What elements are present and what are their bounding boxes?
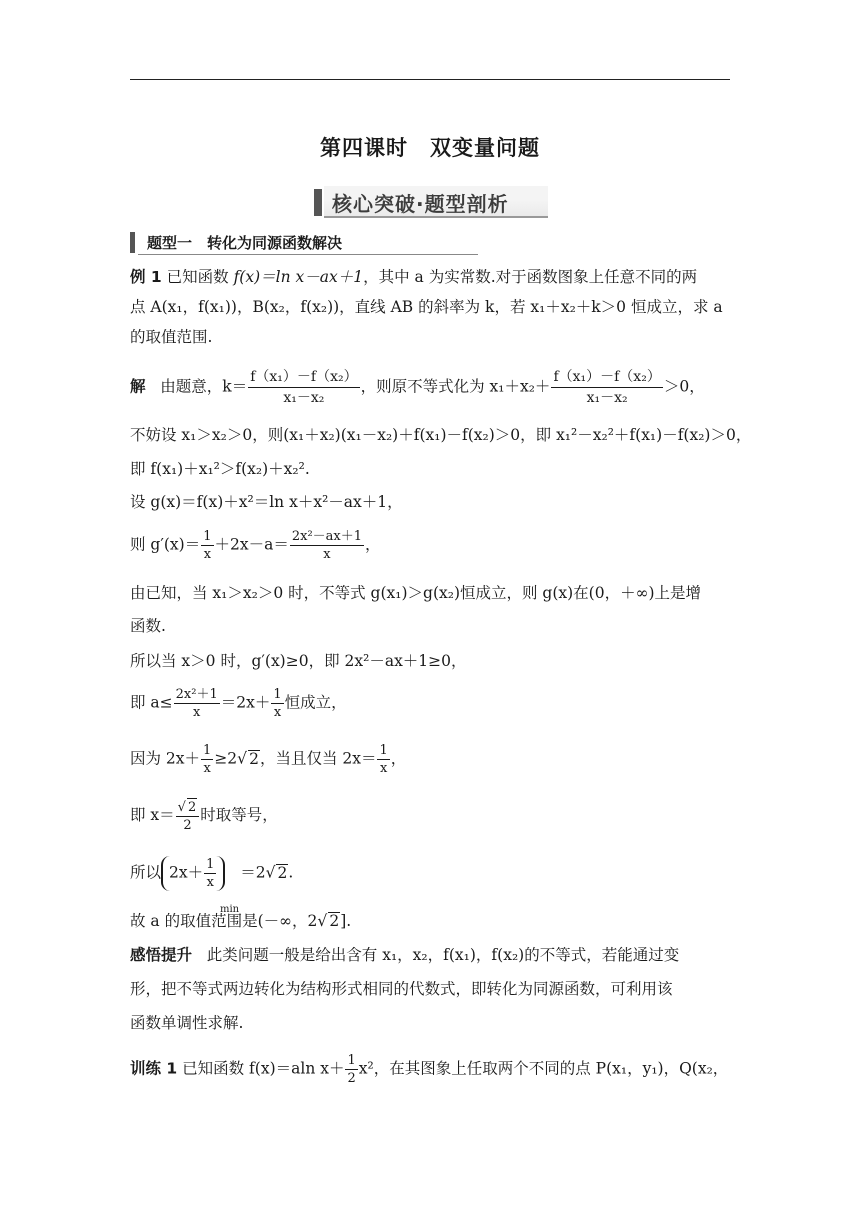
solution-label: 解 <box>130 377 146 396</box>
solution-line-11: 即 x＝ $\frac{√ 2}{2}$ 时取等号， <box>130 800 278 833</box>
banner-text: 核心突破·题型剖析 <box>332 192 509 216</box>
example-1-line-2: 点 A(x₁，f(x₁))，B(x₂，f(x₂))，直线 AB 的斜率为 k，若 x₁＋x₂＋k＞0 恒成立，求 a <box>130 298 723 316</box>
half-fraction: $\frac{1}{2}$ <box>347 1053 356 1086</box>
solution-line-10: 因为 2x＋ $\frac{1}{x}$ ≥2√ 2，当且仅当 2x＝ $\frac{1}{x}$ ， <box>130 743 407 776</box>
derivative-fraction: $\frac{\text{2x²－ax＋1}}{x}$ <box>291 529 363 562</box>
sqrt-2: 2 <box>249 749 259 768</box>
fraction-1-over-x: $\frac{1}{x}$ <box>203 529 212 562</box>
insight-line-2: 形，把不等式两边转化为结构形式相同的代数式，即转化为同源函数，可利用该 <box>130 980 673 998</box>
example-1-line-1: 例 1 已知函数 f(x)＝ln x－ax＋1，其中 a 为实常数.对于函数图象上任意不同的两 <box>130 268 698 286</box>
solution-line-7: 函数. <box>130 617 166 635</box>
header-rule <box>130 79 730 80</box>
solution-line-9: 即 a≤ $\frac{\text{2x²＋1}}{x}$ ＝2x＋ $\frac{1}{x}$ 恒成立， <box>130 687 347 720</box>
example-1-line-3: 的取值范围. <box>130 328 213 346</box>
solution-line-3: 即 f(x₁)＋x₁²＞f(x₂)＋x₂². <box>130 460 310 478</box>
solution-line-4: 设 g(x)＝f(x)＋x²＝ln x＋x²－ax＋1， <box>130 493 403 511</box>
slope-fraction-2: $\frac{\text{f（x₁）－f（x₂）}}{\text{x₁－x₂}}$ <box>553 369 661 406</box>
heading-bar <box>130 232 135 253</box>
banner-bar <box>314 189 322 216</box>
solution-line-12: 所以 2x＋ $\frac{1}{x}$ ＝2√ 2. <box>130 857 294 890</box>
solution-line-2: 不妨设 x₁＞x₂＞0，则(x₁＋x₂)(x₁－x₂)＋f(x₁)－f(x₂)＞0，即 x₁²－x₂²＋f(x₁)－f(x₂)＞0， <box>130 426 752 444</box>
insight-line-3: 函数单调性求解. <box>130 1014 244 1032</box>
example-label: 例 1 <box>130 268 162 286</box>
solution-line-5: 则 g′(x)＝ $\frac{1}{x}$ ＋2x－a＝ $\frac{\text{2x²－ax＋1}}{x}$ ， <box>130 529 381 562</box>
solution-line-13: 故 a 的取值范围是(－∞，2√ 2]. <box>130 912 352 930</box>
section-banner <box>314 186 548 218</box>
sqrt2-over-2: $\frac{√ 2}{2}$ <box>176 798 200 834</box>
bound-fraction: $\frac{\text{2x²＋1}}{x}$ <box>175 687 218 720</box>
insight-line-1: 感悟提升 此类问题一般是给出含有 x₁，x₂，f(x₁)，f(x₂)的不等式，若能通过变 <box>130 946 680 964</box>
training-line-1: 训练 1 已知函数 f(x)＝aln x＋ $\frac{1}{2}$ x²，在其图象上任取两个不同的点 P(x₁，y₁)，Q(x₂， <box>130 1053 729 1086</box>
min-subscript: min <box>220 904 240 915</box>
min-bracket: 2x＋ $\frac{1}{x}$ <box>161 856 225 891</box>
sqrt-2: 2 <box>277 863 288 882</box>
slope-fraction: $\frac{\text{f（x₁）－f（x₂）}}{\text{x₁－x₂}}$ <box>250 369 358 406</box>
solution-line-8: 所以当 x＞0 时，g′(x)≥0，即 2x²－ax＋1≥0， <box>130 652 467 670</box>
page-title: 第四课时 双变量问题 <box>320 136 540 160</box>
training-label: 训练 1 <box>130 1059 178 1078</box>
insight-label: 感悟提升 <box>130 946 193 964</box>
topic-heading-text: 题型一 转化为同源函数解决 <box>147 234 343 252</box>
topic-heading <box>130 230 478 255</box>
solution-line-6: 由已知，当 x₁＞x₂＞0 时，不等式 g(x₁)＞g(x₂)恒成立，则 g(x)在(0，＋∞)上是增 <box>130 584 702 602</box>
solution-line-1: 解 由题意，k＝ $\frac{\text{f（x₁）－f（x₂）}}{\text{x₁－x₂}}$ ，则原不等式化为 x₁＋x₂＋ $\frac{\text{f（x₁）－f（x₂）}}{\text{x₁－x₂}}$ ＞0， <box>130 369 705 406</box>
sqrt-2: 2 <box>329 912 340 930</box>
